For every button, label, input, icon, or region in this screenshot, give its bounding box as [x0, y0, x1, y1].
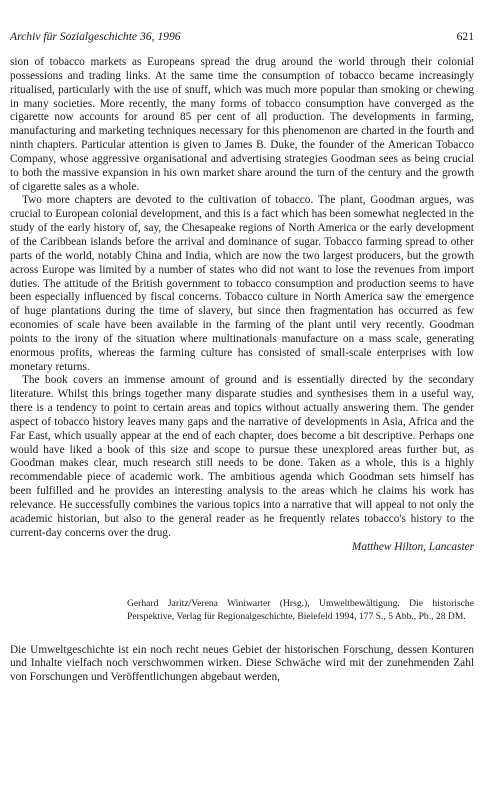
- review-paragraph-2: Two more chapters are devoted to the cultivation of tobacco. The plant, Goodman argues, was crucial to European colonial development, and this is a fact which has been somewhat neglected in the study of the early history of, say, the Chesapeake regions of North America or the early development of the Caribbean islands before the arrival and dominance of sugar. Tobacco farming spread to other parts of the world, notably China and India, which are now the two largest producers, but the growth across Europe was limited by a number of states who did not want to lose the revenues from import duties. The attitude of the British government to tobacco consumption and production seems to have been especially influenced by fiscal concerns. Tobacco culture in North America saw the emergence of huge plantations during the time of slavery, but since then fragmentation has occurred as few economies of scale have been available in the farming of the plant until very recently. Goodman points to the irony of the situation where multinationals manufacture on a mass scale, generating enormous profits, whereas the farming culture has consisted of small-scale enterprises with low monetary returns.: [10, 194, 474, 373]
- running-header: [10, 30, 474, 48]
- reviewer-signature: Matthew Hilton, Lancaster: [351, 540, 474, 553]
- review-paragraph-3: The book covers an immense amount of ground and is essentially directed by the secondary literature. Whilst this brings together many disparate studies and synthesises them in a useful way, there is a tendency to point to certain areas and topics without actually answering them. The gender aspect of tobacco history leaves many gaps and the narrative of developments in Asia, Africa and the Far East, which usually appear at the end of each chapter, does become a bit descriptive. Perhaps one would have liked a book of this size and scope to pursue these unexplored areas further but, as Goodman makes clear, much research still needs to be done. Taken as a whole, this is a highly recommendable piece of academic work. The ambitious agenda which Goodman sets himself has been fulfilled and he provides an interesting analysis to the areas which he claims his work has relevance. He successfully combines the various topics into a narrative that will appeal to not only the academic historian, but also to the general reader as he frequently relates tobacco's history to the current-day concerns over the drug.: [10, 374, 474, 539]
- page-number: 621: [456, 30, 474, 43]
- review-paragraph-1: sion of tobacco markets as Europeans spread the drug around the world through their colonial possessions and trading links. At the same time the consumption of tobacco became increasingly ritualised, particularly with the use of snuff, which was much more popular than smoking or chewing in many societies. More recently, the many forms of tobacco consumption have converged as the cigarette now accounts for around 85 per cent of all production. The developments in farming, manufacturing and marketing techniques necessary for this phenomenon are charted in the fourth and ninth chapters. Particular attention is given to James B. Duke, the founder of the American Tobacco Company, whose aggressive organisational and advertising strategies Goodman sees as being crucial to both the massive expansion in his own market share around the turn of the century and the growth of cigarette sales as a whole.: [10, 56, 474, 193]
- page: [10, 30, 474, 685]
- journal-title: Archiv für Sozialgeschichte 36, 1996: [10, 30, 181, 43]
- bibliography-entry: Gerhard Jaritz/Verena Winiwarter (Hrsg.), Umweltbewältigung. Die historische Perspektive, Verlag für Regionalgeschichte, Bielefeld 1994, 177 S., 5 Abb., Pb., 28 DM.: [127, 598, 474, 622]
- german-paragraph-1: Die Umweltgeschichte ist ein noch recht neues Gebiet der historischen Forschung, dessen Konturen und Inhalte vielfach noch verschwommen wirken. Diese Schwäche wird mit der zunehmenden Zahl von Forschungen und Veröffentlichungen abgebaut werden,: [10, 643, 474, 684]
- review-body: [10, 56, 474, 554]
- german-review: [10, 644, 474, 686]
